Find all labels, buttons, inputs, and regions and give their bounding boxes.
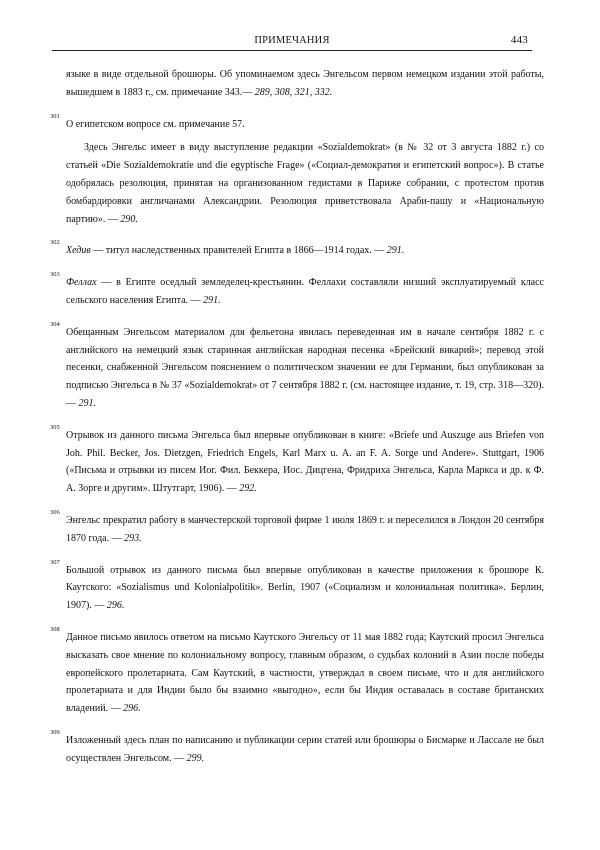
note-page-refs: 293.: [124, 532, 142, 544]
note-page-refs: 292.: [239, 483, 257, 495]
note-continuation: [52, 66, 544, 102]
running-header: [52, 34, 532, 51]
note-301: [50, 112, 544, 134]
note-307: [50, 558, 544, 615]
notes-body: [52, 66, 544, 768]
note-page-refs: 291.: [78, 397, 96, 409]
note-305: [50, 423, 544, 498]
note-text: Обещанным Энгельсом материалом для фельетона явилась переведенная им в начале сентября 1882 г. с английского на немецкий язык старинная английская народная песенка «Брейский викарий»; перевод этой песенки, снабженной Энгельсом пояснением о политическом значении ее для Германии, был опубликован за подписью Энгельса в № 37 «Sozialdemokrat» от 7 сентября 1882 г. (см. настоящее издание, т. 19, стр. 318—320). —: [66, 326, 544, 409]
note-page-refs: 296.: [123, 703, 141, 715]
note-number: 307: [50, 558, 60, 566]
note-304: [50, 320, 544, 413]
note-number: 308: [50, 625, 60, 633]
note-page-refs: 290.: [120, 213, 138, 225]
note-number: 305: [50, 423, 60, 431]
note-term: Хедив: [66, 245, 91, 257]
note-306: [50, 508, 544, 548]
note-308: [50, 625, 544, 718]
note-number: 302: [50, 239, 60, 247]
note-number: 306: [50, 508, 60, 516]
note-text: О египетском вопросе см. примечание 57.: [66, 118, 245, 130]
note-term: Феллах: [66, 277, 97, 289]
note-text: Изложенный здесь план по написанию и публикации серии статей или брошюры о Бисмарке и Лассале не был осуществлен Энгельсом. —: [66, 734, 544, 764]
note-text: — титул наследственных правителей Египта в 1866—1914 годах. —: [90, 245, 385, 257]
note-text: языке в виде отдельной брошюры. Об упоминаемом здесь Энгельсом первом немецком издании этой работы, вышедшем в 1883 г., см. примечание 343.—: [66, 69, 544, 98]
note-page-refs: 289, 308, 321, 332.: [254, 86, 333, 98]
note-page-refs: 291.: [203, 294, 221, 306]
note-page-refs: 299.: [186, 752, 205, 764]
running-header-title: ПРИМЕЧАНИЯ: [254, 35, 330, 46]
note-text: — в Египте оседлый земледелец-крестьянин. Феллахи составляли низший эксплуатируемый класс сельского населения Египта. —: [66, 277, 544, 306]
note-page-refs: 291.: [386, 245, 405, 257]
note-text: Отрывок из данного письма Энгельса был впервые опубликован в книге: «Briefe und Auszuge aus Briefen von Joh. Phil. Becker, Jos. Dietzgen, Friedrich Engels, Karl Marx u. A. an F. A. Sorge und Andere». Stuttgart, 1906 («Письма и отрывки из писем Иог. Фил. Беккера, Иос. Дицгена, Фридриха Энгельса, Карла Маркса и др. к Ф. А. Зорге и другим». Штутгарт, 1906). —: [66, 429, 544, 495]
note-number: 309: [50, 728, 60, 736]
note-303: [50, 271, 544, 310]
page-number: 443: [510, 34, 528, 46]
note-number: 304: [50, 320, 60, 328]
note-301-paragraph: [52, 139, 544, 228]
note-text: Данное письмо явилось ответом на письмо Каутского Энгельсу от 11 мая 1882 года; Каутский просил Энгельса высказать свое мнение по колониальному вопросу, главным образом, о судьбах колоний в Азии после победы европейского пролетариата. Сам Каутский, в частности, утверждал в своем письме, что и для английского пролетариата и для Индии было бы взаимно «выгодно», если бы Индия оставалась в составе британских владений. —: [66, 631, 544, 715]
note-309: [50, 728, 544, 768]
note-page-refs: 296.: [106, 600, 125, 612]
note-text: Здесь Энгельс имеет в виду выступление редакции «Sozialdemokrat» (в № 32 от 3 августа 1882 г.) со статьей «Die Sozialdemokratie und die egyptische Frage» («Социал-демократия и египетский вопрос»). В статье одобрялась резолюция, принятая на организованном гедистами в Париже собрании, с протестом против бомбардировки англичанами Александрии. Резолюция приветствовала Араби-пашу и «Национальную партию». —: [66, 142, 544, 225]
note-text: Большой отрывок из данного письма был впервые опубликован в качестве приложения к брошюре К. Каутского: «Sozialismus und Kolonialpolitik». Berlin, 1907 («Социализм и колониальная политика». Берлин, 1907). —: [66, 564, 544, 612]
note-number: 301: [50, 112, 60, 120]
note-302: [50, 239, 544, 260]
note-number: 303: [50, 271, 60, 279]
note-text: Энгельс прекратил работу в манчестерской торговой фирме 1 июля 1869 г. и переселился в Лондон 20 сентября 1870 года. —: [66, 514, 544, 544]
